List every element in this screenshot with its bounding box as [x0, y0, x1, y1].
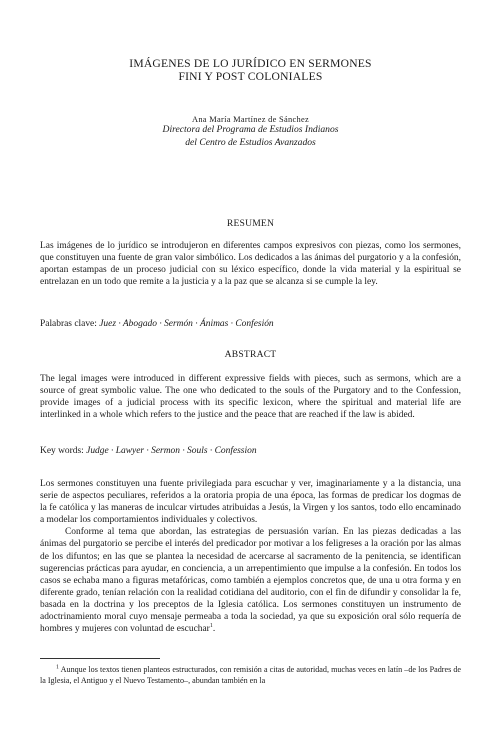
abstract-keywords-list: Judge · Lawyer · Sermon · Souls · Confession	[86, 446, 257, 456]
resumen-heading: RESUMEN	[226, 218, 275, 229]
abstract-text: The legal images were introduced in different expressive fields with pieces, such as sermons, which are a source of great symbolic value. The one who dedicated to the souls of the Purgatory and to the Confession, provide images of a judicial process with its specific lexicon, where the spiritual and material life are interlinked in a whole which refers to the justice and the peace that are reached if the law is abided.	[40, 374, 461, 421]
footnote-number: 1	[56, 664, 59, 671]
footnote-ref: 1	[209, 622, 213, 629]
resumen-text: Las imágenes de lo jurídico se introdujeron en diferentes campos expresivos con piezas, como los sermones, que constituyen una fuente de gran valor simbólico. Los dedicados a las ánimas del purgatorio y a la confesión, aportan estampas de un proceso judicial con su léxico específico, donde la vida material y la espiritual se entrelazan en un todo que remite a la justicia y a la paz que se alcanza si se cumple la ley.	[40, 241, 461, 288]
abstract-heading: ABSTRACT	[224, 349, 277, 360]
title-line-1: IMÁGENES DE LO JURÍDICO EN SERMONES	[129, 57, 372, 70]
abstract-keywords-label: Key words:	[40, 446, 84, 456]
resumen-keywords	[40, 318, 461, 330]
abstract-keywords	[40, 445, 461, 457]
resumen-keywords-label: Palabras clave:	[40, 319, 97, 329]
footnote-divider	[40, 658, 160, 659]
author-institution: del Centro de Estudios Avanzados	[185, 136, 316, 148]
author-name-text: Ana María Martínez de Sánchez	[191, 115, 310, 124]
title-line-2: FINI Y POST COLONIALES	[178, 70, 323, 83]
footnote-text: Aunque los textos tienen planteos estructurados, con remisión a citas de autoridad, muchas veces en latín –de los Padres de la Iglesia, el Antiguo y el Nuevo Testamento–, abundan también en la	[40, 665, 461, 686]
article-title	[40, 57, 461, 83]
body-paragraph-1: Los sermones constituyen una fuente privilegiada para escuchar y ver, imaginariamente y a la distancia, una serie de aspectos peculiares, referidos a la oratoria propia de una época, las formas de predicar los dogmas de la fe católica y las maneras de inculcar virtudes atribuidas a Jesús, la Virgen y los santos, todo ello encaminado a modelar los comportamientos individuales y colectivos.	[40, 479, 461, 526]
body-text	[40, 478, 461, 635]
footnote	[40, 664, 461, 686]
body-paragraph-2: Conforme al tema que abordan, las estrategias de persuasión varían. En las piezas dedicadas a las ánimas del purgatorio se percibe el interés del predicador por motivar a los feligreses a la oración por las almas de los difuntos; en las que se plantea la necesidad de acercarse al sacramento de la penitencia, se identifican sugerencias prácticas para ayudar, en conciencia, a un arrepentimiento que impulse a la confesión. En todos los casos se echaba mano a figuras metafóricas, como también a ejemplos concretos que, de una u otra forma y en diferente grado, tenían relación con la realidad cotidiana del auditorio, con el fin de difundir y consolidar la fe, basada en la doctrina y los preceptos de la Iglesia católica. Los sermones constituyen un instrumento de adoctrinamiento moral cuyo mensaje permeaba a toda la sociedad, ya que su exposición oral sólo requería de hombres y mujeres con voluntad de escuchar$^1$.	[40, 527, 461, 635]
author-affiliation	[40, 124, 461, 149]
author-role: Directora del Programa de Estudios Indianos	[162, 124, 339, 135]
resumen-keywords-list: Juez · Abogado · Sermón · Ánimas · Confesión	[99, 319, 274, 329]
body-paragraph-2-text: Conforme al tema que abordan, las estrategias de persuasión varían. En las piezas dedicadas a las ánimas del purgatorio se percibe el interés del predicador por motivar a los feligreses a la oración por las almas de los difuntos; en las que se plantea la necesidad de acercarse al sacramento de la penitencia, se identifican sugerencias prácticas para ayudar, en conciencia, a un arrepentimiento que impulse a la confesión. En todos los casos se echaba mano a figuras metafóricas, como también a ejemplos concretos que, de una u otra forma y en diferente grado, tenían relación con la realidad cotidiana del auditorio, con el fin de difundir y consolidar la fe, basada en la doctrina y los preceptos de la Iglesia católica. Los sermones constituyen un instrumento de adoctrinamiento moral cuyo mensaje permeaba a toda la sociedad, ya que su exposición oral sólo requería de hombres y mujeres con voluntad de escuchar	[40, 527, 461, 635]
